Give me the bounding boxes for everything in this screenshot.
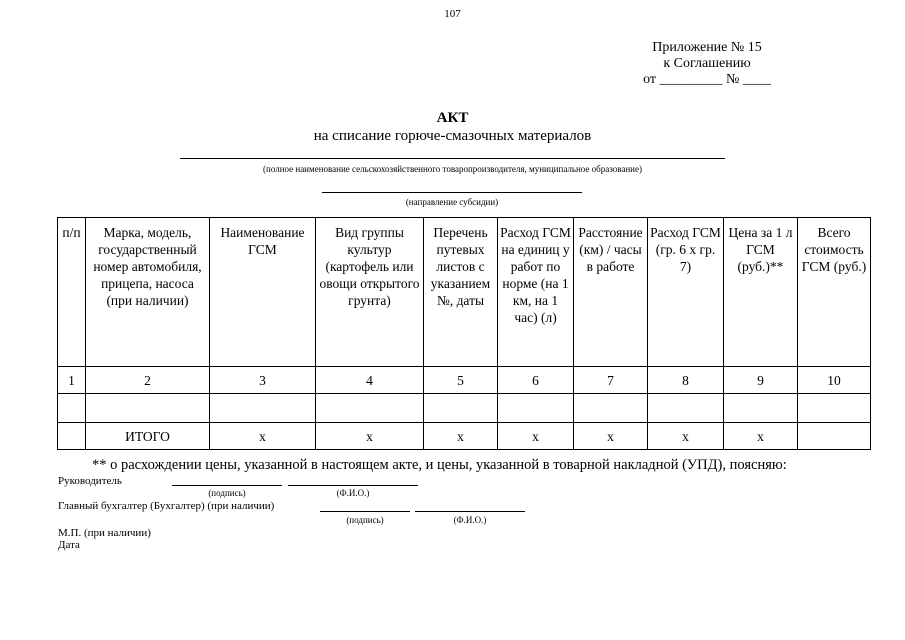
total-cell: [58, 423, 86, 450]
accountant-label: Главный бухгалтер (Бухгалтер) (при наличии): [58, 500, 275, 512]
appendix-block: [525, 40, 785, 88]
total-cell: х: [210, 423, 316, 450]
data-cell: [724, 394, 798, 423]
column-number-cell: 5: [424, 367, 498, 394]
page-number: 107: [444, 8, 461, 20]
appendix-line-3: от _________ № ____: [643, 72, 771, 87]
accountant-name-hint: (Ф.И.О.): [453, 515, 487, 525]
column-number-cell: 6: [498, 367, 574, 394]
document-subtitle: на списание горюче-смазочных материалов: [313, 128, 592, 144]
header-cell: Марка, модель, государственный номер автомобиля, прицепа, насоса (при наличии): [86, 218, 210, 367]
accountant-signature-hint: (подпись): [346, 515, 384, 525]
header-cell: Расход ГСМ (гр. 6 х гр. 7): [648, 218, 724, 367]
appendix-line-2: к Соглашению: [663, 56, 751, 71]
header-cell: п/п: [58, 218, 86, 367]
subsidy-direction-hint: (направление субсидии): [405, 197, 499, 207]
data-row: [58, 394, 871, 423]
subsidy-direction-line: [322, 192, 582, 193]
total-cell: х: [574, 423, 648, 450]
appendix-line-1: Приложение № 15: [652, 40, 762, 55]
data-cell: [798, 394, 871, 423]
total-label: ИТОГО: [86, 423, 210, 450]
column-number-cell: 3: [210, 367, 316, 394]
header-cell: Наименование ГСМ: [210, 218, 316, 367]
total-cell: х: [424, 423, 498, 450]
column-number-cell: 7: [574, 367, 648, 394]
total-cell: х: [648, 423, 724, 450]
producer-name-hint: (полное наименование сельскохозяйственного товаропроизводителя, муниципальное образование): [263, 164, 642, 174]
header-cell: Вид группы культур (картофель или овощи открытого грунта): [316, 218, 424, 367]
column-number-cell: 9: [724, 367, 798, 394]
total-cell: х: [316, 423, 424, 450]
column-number-cell: 8: [648, 367, 724, 394]
header-cell: Расход ГСМ на единиц у работ по норме (на 1 км, на 1 час) (л): [498, 218, 574, 367]
total-cell: х: [498, 423, 574, 450]
stamp-label: М.П. (при наличии): [58, 527, 151, 539]
data-cell: [574, 394, 648, 423]
column-number-cell: 1: [58, 367, 86, 394]
head-name-line: [288, 485, 418, 486]
table-header-row: [58, 218, 871, 367]
column-number-cell: 4: [316, 367, 424, 394]
data-cell: [58, 394, 86, 423]
data-cell: [498, 394, 574, 423]
data-cell: [86, 394, 210, 423]
header-cell: Перечень путевых листов с указанием №, даты: [424, 218, 498, 367]
total-cell: х: [724, 423, 798, 450]
total-row: [58, 423, 871, 450]
date-label: Дата: [58, 539, 80, 551]
data-cell: [424, 394, 498, 423]
price-discrepancy-note: ** о расхождении цены, указанной в настоящем акте, и цены, указанной в товарной накладной (УПД), поясняю:: [92, 457, 787, 473]
column-number-cell: 10: [798, 367, 871, 394]
column-number-cell: 2: [86, 367, 210, 394]
head-signature-line: [172, 485, 282, 486]
document-title: АКТ: [436, 110, 469, 126]
head-label: Руководитель: [58, 475, 122, 487]
data-cell: [648, 394, 724, 423]
accountant-signature-line: [320, 511, 410, 512]
write-off-table: [57, 217, 871, 450]
head-name-hint: (Ф.И.О.): [336, 488, 370, 498]
accountant-name-line: [415, 511, 525, 512]
data-cell: [316, 394, 424, 423]
header-cell: Цена за 1 л ГСМ (руб.)**: [724, 218, 798, 367]
total-cell: [798, 423, 871, 450]
producer-name-line: [180, 158, 725, 159]
header-cell: Расстояние (км) / часы в работе: [574, 218, 648, 367]
header-cell: Всего стоимость ГСМ (руб.): [798, 218, 871, 367]
head-signature-hint: (подпись): [208, 488, 246, 498]
column-number-row: [58, 367, 871, 394]
data-cell: [210, 394, 316, 423]
